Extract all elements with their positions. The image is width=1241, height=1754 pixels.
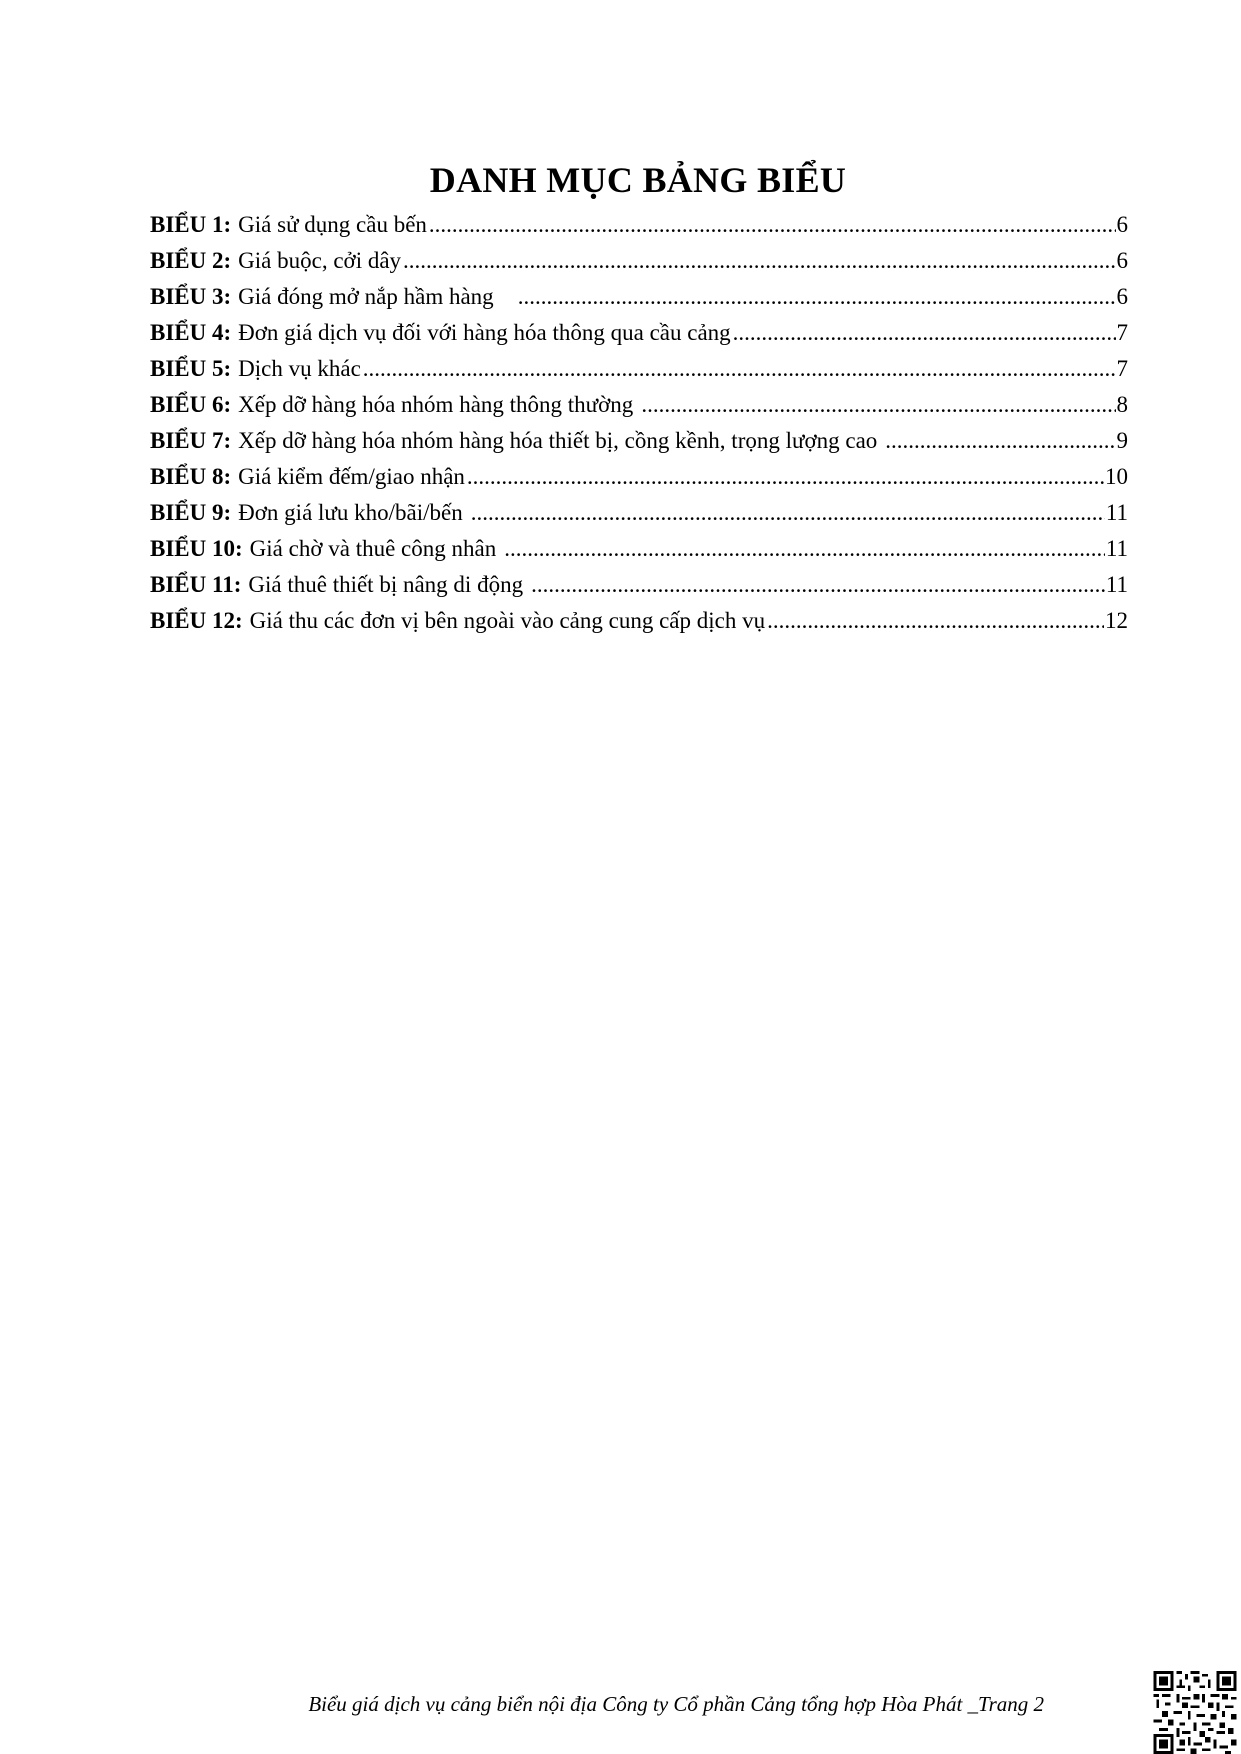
toc-entry[interactable] — [150, 423, 1128, 459]
toc-dot-leader — [531, 567, 1105, 603]
toc-dot-leader — [467, 459, 1104, 495]
toc-entry-label: BIỂU 12: — [150, 608, 243, 633]
toc-entry[interactable] — [150, 603, 1128, 639]
toc-dot-leader — [504, 531, 1105, 567]
toc-entry-label: BIỂU 4: — [150, 320, 232, 345]
toc-entry-label: BIỂU 8: — [150, 464, 232, 489]
toc-dot-leader — [767, 603, 1104, 639]
page-footer: Biểu giá dịch vụ cảng biển nội địa Công ty Cổ phần Cảng tổng hợp Hòa Phát _Trang 2 — [308, 1692, 1044, 1716]
toc-entry-page: 6 — [1116, 284, 1128, 309]
toc-entry-text: Dịch vụ khác — [238, 356, 361, 381]
table-of-contents — [150, 207, 1128, 639]
toc-entry[interactable] — [150, 315, 1128, 351]
toc-entry-page: 11 — [1105, 536, 1128, 561]
toc-dot-leader — [471, 495, 1105, 531]
toc-entry-text: Xếp dỡ hàng hóa nhóm hàng thông thường — [238, 392, 634, 417]
toc-entry-text: Giá đóng mở nắp hầm hàng — [238, 284, 494, 309]
toc-entry-text: Giá thu các đơn vị bên ngoài vào cảng cung cấp dịch vụ — [249, 608, 766, 633]
toc-entry[interactable] — [150, 387, 1128, 423]
toc-dot-leader — [733, 315, 1116, 351]
toc-entry-page: 9 — [1116, 428, 1128, 453]
toc-entry-label: BIỂU 10: — [150, 536, 243, 561]
toc-entry-label: BIỂU 6: — [150, 392, 232, 417]
toc-entry-page: 6 — [1116, 212, 1128, 237]
qr-code-icon — [1153, 1671, 1237, 1754]
toc-entry-text: Xếp dỡ hàng hóa nhóm hàng hóa thiết bị, cồng kềnh, trọng lượng cao — [238, 428, 878, 453]
toc-entry-text: Giá sử dụng cầu bến — [238, 212, 427, 237]
toc-entry-label: BIỂU 9: — [150, 500, 232, 525]
toc-entry[interactable] — [150, 243, 1128, 279]
toc-entry-text: Giá chờ và thuê công nhân — [249, 536, 497, 561]
toc-dot-leader — [429, 207, 1116, 243]
toc-entry-label: BIỂU 5: — [150, 356, 232, 381]
toc-entry-page: 7 — [1116, 320, 1128, 345]
toc-dot-leader — [403, 243, 1115, 279]
toc-entry[interactable] — [150, 279, 1128, 315]
toc-entry[interactable] — [150, 459, 1128, 495]
toc-entry-text: Đơn giá dịch vụ đối với hàng hóa thông qua cầu cảng — [238, 320, 731, 345]
toc-entry[interactable] — [150, 351, 1128, 387]
toc-entry-label: BIỂU 1: — [150, 212, 232, 237]
toc-entry-text: Đơn giá lưu kho/bãi/bến — [238, 500, 463, 525]
toc-entry[interactable] — [150, 531, 1128, 567]
toc-entry-page: 12 — [1105, 608, 1128, 633]
toc-dot-leader — [363, 351, 1116, 387]
page-title: DANH MỤC BẢNG BIỂU — [429, 160, 847, 200]
toc-entry-label: BIỂU 11: — [150, 572, 242, 597]
toc-entry-text: Giá thuê thiết bị nâng di động — [248, 572, 524, 597]
toc-entry-page: 11 — [1105, 572, 1128, 597]
toc-entry-label: BIỂU 2: — [150, 248, 232, 273]
toc-entry-label: BIỂU 3: — [150, 284, 232, 309]
toc-entry-text: Giá buộc, cởi dây — [238, 248, 402, 273]
toc-dot-leader — [885, 423, 1115, 459]
toc-entry[interactable] — [150, 567, 1128, 603]
toc-dot-leader — [518, 279, 1116, 315]
toc-entry-text: Giá kiểm đếm/giao nhận — [238, 464, 465, 489]
toc-entry-page: 6 — [1116, 248, 1128, 273]
toc-entry[interactable] — [150, 495, 1128, 531]
toc-entry[interactable] — [150, 207, 1128, 243]
toc-entry-page: 8 — [1116, 392, 1128, 417]
toc-entry-page: 10 — [1105, 464, 1128, 489]
toc-entry-page: 11 — [1105, 500, 1128, 525]
toc-entry-page: 7 — [1116, 356, 1128, 381]
toc-dot-leader — [641, 387, 1115, 423]
toc-entry-label: BIỂU 7: — [150, 428, 232, 453]
